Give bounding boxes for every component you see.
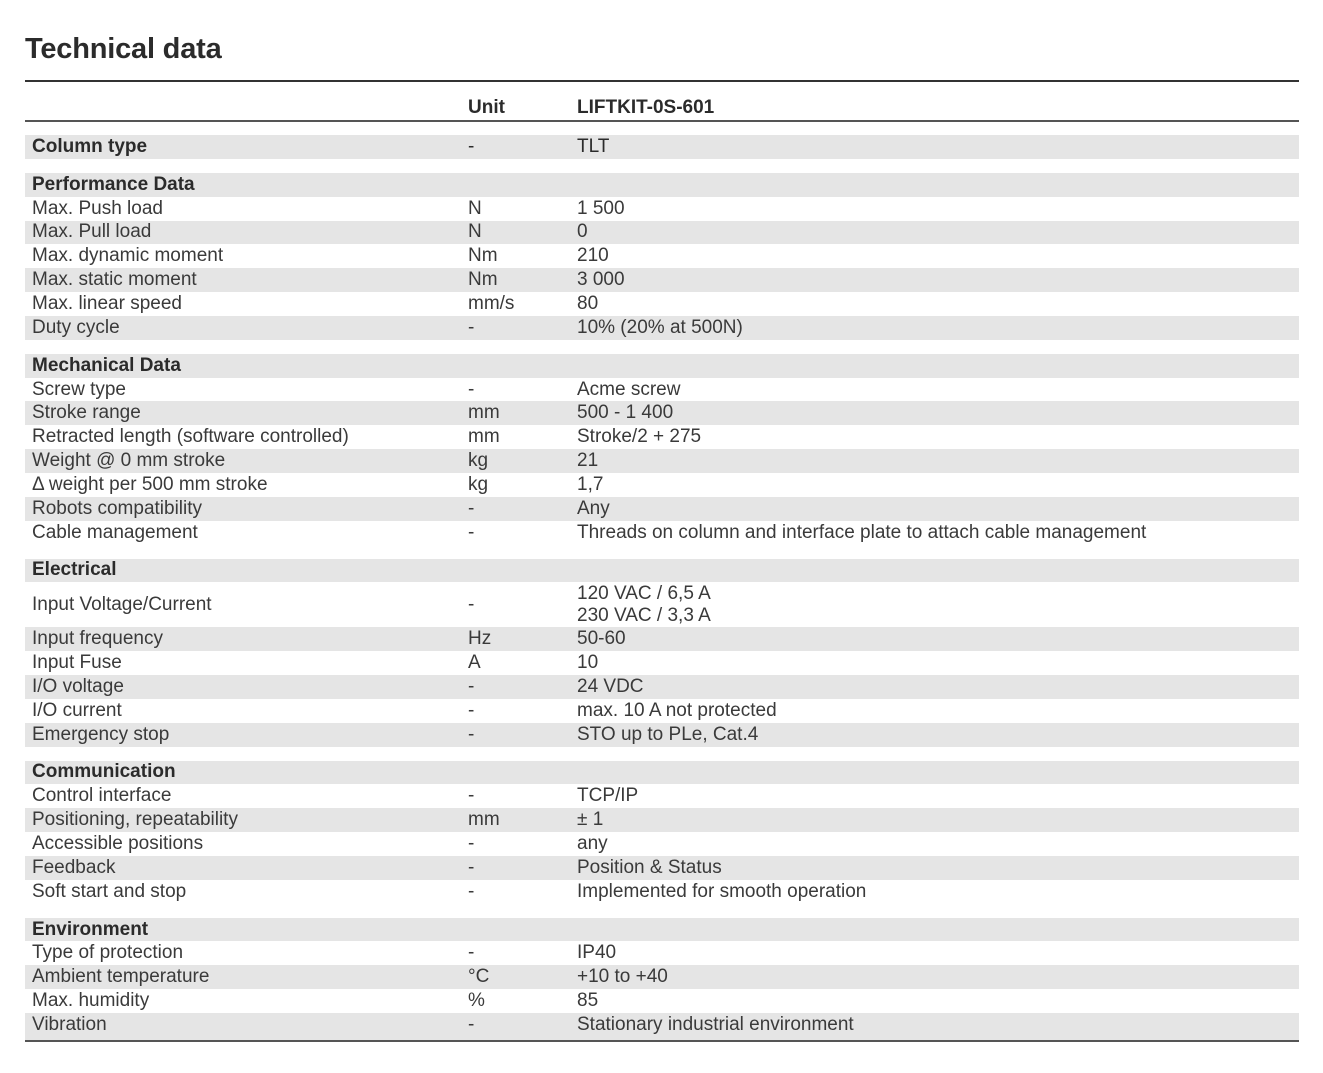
sections-container <box>25 159 1299 1040</box>
row-unit: kg <box>468 473 489 495</box>
section-spacer <box>25 545 1299 559</box>
section-heading-row <box>25 761 1299 785</box>
row-value: 120 VAC / 6,5 A <box>577 582 711 604</box>
row-label: Input Voltage/Current <box>32 593 212 615</box>
spacer <box>25 122 1299 135</box>
row-unit: - <box>468 833 475 855</box>
bottom-rule <box>25 1040 1299 1042</box>
row-label: Stroke range <box>32 402 141 424</box>
row-label: Positioning, repeatability <box>32 809 238 831</box>
row-value: 1 500 <box>577 197 625 219</box>
section-heading-row <box>25 559 1299 583</box>
row-unit: Nm <box>468 245 498 267</box>
row-unit: kg <box>468 450 489 472</box>
row-unit: - <box>468 942 475 964</box>
row-value: max. 10 A not protected <box>577 699 777 721</box>
table-row <box>25 221 1299 245</box>
row-label: Retracted length (software controlled) <box>32 426 349 448</box>
row-unit: - <box>468 1013 475 1035</box>
row-label: Vibration <box>32 1013 107 1035</box>
row-unit: A <box>468 652 481 674</box>
table-row <box>25 880 1299 904</box>
row-unit: - <box>468 723 475 745</box>
table-row <box>25 784 1299 808</box>
table-row <box>25 425 1299 449</box>
row-unit: - <box>468 675 475 697</box>
table-row <box>25 965 1299 989</box>
row-label: Emergency stop <box>32 723 170 745</box>
row-label: Max. Push load <box>32 197 163 219</box>
header-unit: Unit <box>468 97 505 118</box>
row-unit: mm <box>468 426 500 448</box>
row-label: Column type <box>32 135 148 157</box>
section-heading-row <box>25 354 1299 378</box>
row-unit: - <box>468 593 475 615</box>
table-row <box>25 244 1299 268</box>
row-value: TLT <box>577 135 610 157</box>
row-label: I/O current <box>32 699 122 721</box>
section-heading-row <box>25 173 1299 197</box>
row-label: Cable management <box>32 521 198 543</box>
row-unit: N <box>468 221 482 243</box>
table-row <box>25 378 1299 402</box>
row-value: IP40 <box>577 942 617 964</box>
row-unit: - <box>468 880 475 902</box>
table-row <box>25 292 1299 316</box>
row-unit: - <box>468 497 475 519</box>
row-value: 3 000 <box>577 269 625 291</box>
row-unit: - <box>468 856 475 878</box>
row-label: Ambient temperature <box>32 966 210 988</box>
row-unit: N <box>468 197 482 219</box>
section-spacer <box>25 747 1299 761</box>
row-value: Position & Status <box>577 856 722 878</box>
row-unit: - <box>468 135 475 157</box>
row-value: 10% (20% at 500N) <box>577 316 743 338</box>
row-label: Weight @ 0 mm stroke <box>32 450 226 472</box>
row-label: Type of protection <box>32 942 184 964</box>
row-value: 0 <box>577 221 588 243</box>
row-value: +10 to +40 <box>577 966 668 988</box>
table-row <box>25 627 1299 651</box>
header-model: LIFTKIT-0S-601 <box>577 97 715 118</box>
technical-data-table <box>25 82 1299 1042</box>
table-row <box>25 651 1299 675</box>
table-row <box>25 675 1299 699</box>
table-row <box>25 723 1299 747</box>
row-value: 24 VDC <box>577 675 644 697</box>
row-value: Stationary industrial environment <box>577 1013 854 1035</box>
row-label: Max. static moment <box>32 269 197 291</box>
row-label: Robots compatibility <box>32 497 203 519</box>
row-value: Implemented for smooth operation <box>577 880 867 902</box>
table-row <box>25 521 1299 545</box>
row-unit: mm/s <box>468 292 515 314</box>
table-row <box>25 1013 1299 1037</box>
row-label: Max. dynamic moment <box>32 245 224 267</box>
table-row <box>25 832 1299 856</box>
row-unit: - <box>468 699 475 721</box>
row-unit: - <box>468 521 475 543</box>
row-unit: °C <box>468 966 490 988</box>
row-label: Feedback <box>32 856 116 878</box>
row-value: 1,7 <box>577 473 604 495</box>
row-value: any <box>577 833 608 855</box>
row-value: Acme screw <box>577 378 681 400</box>
table-row <box>25 316 1299 340</box>
row-label: Δ weight per 500 mm stroke <box>32 473 268 495</box>
section-spacer <box>25 904 1299 918</box>
row-value: 21 <box>577 450 599 472</box>
row-unit: mm <box>468 809 500 831</box>
row-value: Stroke/2 + 275 <box>577 426 702 448</box>
row-label: Input Fuse <box>32 652 122 674</box>
row-value: 500 - 1 400 <box>577 402 674 424</box>
row-unit: - <box>468 378 475 400</box>
table-row <box>25 197 1299 221</box>
row-value: ± 1 <box>577 809 604 831</box>
table-row <box>25 808 1299 832</box>
row-value: 210 <box>577 245 609 267</box>
section-heading-row <box>25 918 1299 942</box>
row-value-second-line: 230 VAC / 3,3 A <box>577 604 711 626</box>
table-row <box>25 856 1299 880</box>
row-label: Max. humidity <box>32 990 150 1012</box>
row-value: 80 <box>577 292 599 314</box>
table-row <box>25 401 1299 425</box>
row-label: Input frequency <box>32 628 163 650</box>
table-header-row <box>25 82 1299 122</box>
section-title: Performance Data <box>32 173 195 195</box>
table-row <box>25 699 1299 723</box>
row-value: STO up to PLe, Cat.4 <box>577 723 759 745</box>
row-unit: mm <box>468 402 500 424</box>
row-value: Any <box>577 497 610 519</box>
row-value: 50-60 <box>577 628 626 650</box>
row-value: TCP/IP <box>577 785 639 807</box>
section-spacer <box>25 340 1299 354</box>
row-value-multiline <box>577 583 711 627</box>
section-spacer <box>25 159 1299 173</box>
section-title: Mechanical Data <box>32 354 181 376</box>
column-type-row <box>25 135 1299 159</box>
section-title: Electrical <box>32 559 117 581</box>
table-row <box>25 582 1299 627</box>
row-value: 85 <box>577 990 599 1012</box>
row-unit: - <box>468 785 475 807</box>
row-value: Threads on column and interface plate to attach cable management <box>577 521 1147 543</box>
row-unit: - <box>468 316 475 338</box>
table-row <box>25 497 1299 521</box>
table-row <box>25 941 1299 965</box>
row-label: Max. Pull load <box>32 221 152 243</box>
table-row <box>25 473 1299 497</box>
table-row <box>25 268 1299 292</box>
row-label: Max. linear speed <box>32 292 182 314</box>
row-label: Duty cycle <box>32 316 120 338</box>
row-label: Control interface <box>32 785 172 807</box>
row-unit: Hz <box>468 628 492 650</box>
row-label: Soft start and stop <box>32 880 187 902</box>
row-label: I/O voltage <box>32 675 124 697</box>
row-unit: % <box>468 990 485 1012</box>
section-title: Environment <box>32 918 149 940</box>
row-label: Screw type <box>32 378 126 400</box>
row-unit: Nm <box>468 269 498 291</box>
row-label: Accessible positions <box>32 833 204 855</box>
page-title: Technical data <box>25 33 222 65</box>
table-row <box>25 989 1299 1013</box>
section-title: Communication <box>32 761 176 783</box>
table-row <box>25 449 1299 473</box>
row-value: 10 <box>577 652 599 674</box>
